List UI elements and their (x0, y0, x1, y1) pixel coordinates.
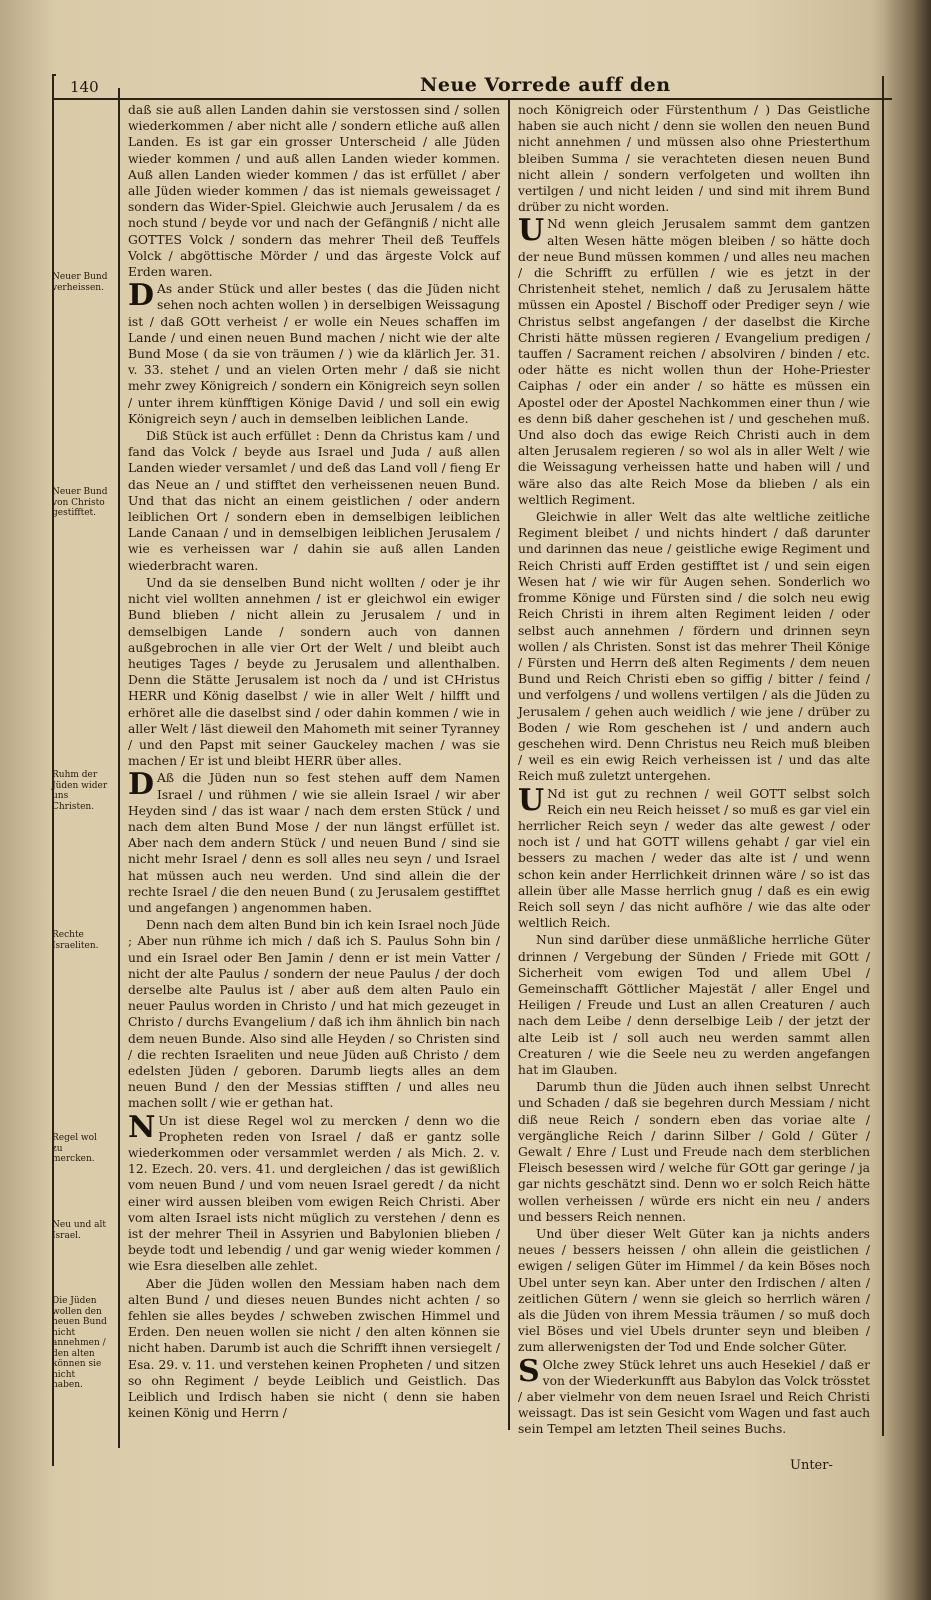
paragraph-text: Und da sie denselben Bund nicht wollten / oder je ihr nicht viel wollten annehmen / ist er gleichwol ein ewiger Bund blieben / nicht allein zu Jerusalem / und in demselbigen Lande / sondern auch von dannen außgebrochen in alle vier Ort der Welt / und bleibt auch heutiges Tages / beyde zu Jerusalem und allenthalben. Denn die Stätte Jerusalem ist noch da / und ist CHristus HERR und König daselbst / wie in aller Welt / hilfft und erhöret alle die daselbst sind / oder dahin kommen / wie in aller Welt / läst dieweil den Mahometh mit seiner Tyranney / und den Papst mit seiner Gauckeley machen / was sie machen / Er ist und bleibt HERR über alles. (128, 575, 500, 769)
paragraph-text: Nd wenn gleich Jerusalem sammt dem gantzen alten Wesen hätte mögen bleiben / so hätte doch der neue Bund müssen kommen / und alles neu machen / die Schrifft zu erfüllen / wie es jetzt in der Christenheit stehet, nemlich / daß zu Jerusalem hätte müssen ein Apostel / Bischoff oder Prediger seyn / wie Christus selbst angefangen / der daselbst die Kirche Christi hätte müssen regieren / Evangelium predigen / tauffen / Sacrament reichen / absolviren / binden / etc. oder hätte es nicht wollen thun der Hohe-Priester Caiphas / oder ein ander / so hätte es müssen ein Apostel oder der Apostel Nachkommen einer thun / wie es denn biß daher geschehen ist / und geschehen muß. Und also doch das ewige Reich Christi auch in dem alten Jerusalem regieren / so wol als in aller Welt / wie die Weissagung verheissen hatte und haben will / und wäre also das alte Reich Mose da blieben / als ein weltlich Regiment. (518, 217, 870, 507)
margin-note: Ruhm der Jüden wider uns Christen. (52, 770, 108, 812)
drop-cap: U (518, 782, 545, 818)
paragraph (128, 1109, 500, 1275)
paragraph (518, 932, 870, 1078)
column-divider-rule (508, 100, 510, 1430)
paragraph (518, 1226, 870, 1356)
catchword: Unter- (790, 1458, 833, 1473)
paragraph-text: Nun sind darüber diese unmäßliche herrliche Güter drinnen / Vergebung der Sünden / Friede mit GOtt / Sicherheit vom ewigen Tod und allem Ubel / Gemeinschafft Göttlicher Majestät / aller Engel und Heiligen / Freude und Lust an allen Creaturen / auch nach dem Leibe / denn derselbige Leib / der jetzt der alte Leib ist / soll auch neu werden sammt allen Creaturen / wie die Seele neu zu werden angefangen hat im Glauben. (518, 933, 870, 1077)
paragraph-text: Gleichwie in aller Welt das alte weltliche zeitliche Regiment bleibet / und nichts hindert / daß darunter und darinnen das neue / geistliche ewige Regiment und Reich Christi auff Erden gestifftet ist / und sein eigen Wesen hat / wie wir für Augen sehen. Sonderlich wo fromme Könige und Fürsten sind / die solch neu ewig Reich Christi in ihrem alten Regiment leiden / oder selbst auch annehmen / fördern und drinnen seyn wollen / als Christen. Sonst ist das mehrer Theil Könige / Fürsten und Herrn deß alten Regiments / dem neuen Bund und Reich Christi eben so giffig / bitter / feind / und verfolgens / und wollens vertilgen / als die Jüden zu Jerusalem / gehen auch weidlich / wie jene / drüber zu Boden / wie Rom geschehen ist / und andern auch geschehen wird. Denn Christus neu Reich muß bleiben / weil es ein ewig Reich verheissen ist / und das alte Reich muß zuletzt untergehen. (518, 510, 870, 784)
paragraph (518, 509, 870, 784)
margin-note: Neuer Bund verheissen. (52, 272, 108, 293)
paragraph (518, 782, 870, 932)
paragraph (128, 278, 500, 427)
paragraph (518, 1079, 870, 1225)
paragraph-text: As ander Stück und aller bestes ( das die Jüden nicht sehen noch achten wollen ) in derselbigen Weissagung ist / daß GOtt verheist / er wolle ein Neues schaffen im Lande / und einen neuen Bund machen / nicht wie der alte Bund Mose ( da sie von träumen / ) wie da klärlich Jer. 31. v. 33. stehet / und an vielen Orten mehr / daß sie nicht mehr zwey Königreich / sondern ein Königreich seyn sollen / unter ihrem künfftigen Könige David / und soll ein ewig Königreich seyn / auch in demselben leiblichen Lande. (128, 282, 500, 426)
running-title: Neue Vorrede auff den (420, 74, 671, 96)
margin-rule-inner (118, 88, 120, 1448)
paragraph-text: Olche zwey Stück lehret uns auch Hesekiel / daß er von der Wiederkunfft aus Babylon das Volck trösstet / aber vielmehr von dem neuen Israel und Reich Christi weissagt. Das ist sein Gesicht vom Wagen und fast auch sein Tempel am letzten Theil seines Buchs. (518, 1357, 870, 1437)
paragraph-text: Nd ist gut zu rechnen / weil GOTT selbst solch Reich ein neu Reich heisset / so muß es gar viel ein herrlicher Reich seyn / weder das alte gewest / oder noch ist / und hat GOTT willens gehabt / gar viel ein bessers zu machen / weder das alte ist / und wenn schon kein ander Herrlichkeit drinnen wäre / so ist das allein über alle Masse herrlich gnug / daß es ein ewig Reich soll seyn / das nicht aufhöre / wie das alte oder weltlich Reich. (518, 786, 870, 931)
paragraph-text: noch Königreich oder Fürstenthum / ) Das Geistliche haben sie auch nicht / denn sie wollen den neuen Bund nicht annehmen / und müssen also ohne Priesterthum bleiben Summa / sie verachteten diesen neuen Bund nicht allein / sondern verfolgeten und wollten ihn vertilgen / und nicht leiden / und sind mit ihrem Bund drüber zu nicht worden. (518, 103, 870, 215)
paragraph-text: daß sie auß allen Landen dahin sie verstossen sind / sollen wiederkommen / aber nicht alle / sondern etliche auß allen Landen. Es ist gar ein grosser Unterscheid / alle Jüden wieder kommen / und auß allen Landen wieder kommen. Auß allen Landen wieder kommen / das ist erfüllet / aber alle Jüden wieder kommen / das ist niemals geweissaget / sondern das Wider-Spiel. Gleichwie auch Jerusalem / da es noch stund / beyde vor und nach der Gefängniß / nicht alle GOTTES Volck / sondern das mehrer Theil deß Teuffels Volck / abgöttische Mörder / und das ärgeste Volck auf Erden waren. (128, 103, 500, 280)
paragraph-text: Darumb thun die Jüden auch ihnen selbst Unrecht und Schaden / daß sie begehren durch Messiam / nicht diß neue Reich / sondern eben das voriae alte / vergängliche Reich / darinn Silber / Gold / Güter / Gewalt / Ehre / Lust und Freude nach dem sterblichen Fleisch besessen wird / welche für GOtt gar geringe / ja gar nichts geschätzt sind. Denn wo er solch Reich hätte wollen verheissen / würde ers nicht ein neu / anders und bessers Reich nennen. (518, 1080, 870, 1224)
right-text-column (518, 102, 870, 1439)
drop-cap: D (128, 278, 155, 314)
paragraph (128, 917, 500, 1111)
drop-cap: N (128, 1109, 156, 1145)
margin-note: Neu und alt Israel. (52, 1220, 106, 1241)
right-border-rule (882, 76, 884, 1436)
margin-note: Die Jüden wollen den neuen Bund nicht annehmen / den alten können sie nicht haben. (52, 1296, 107, 1390)
drop-cap: S (518, 1353, 540, 1389)
paragraph (518, 102, 870, 215)
paragraph (128, 767, 500, 916)
paragraph-text: Aß die Jüden nun so fest stehen auff dem Namen Israel / und rühmen / wie sie allein Israel / wir aber Heyden sind / das ist waar / nach dem ersten Stück / und nach dem alten Bund Mose / der nun längst erfüllet ist. Aber nach dem andern Stück / und neuen Bund / sind sie nicht mehr Israel / denn es soll alles neu seyn / und Israel hat müssen auch neu werden. Und sind allein die der rechte Israel / die den neuen Bund ( zu Jerusalem gestifftet und angefangen ) angenommen haben. (128, 771, 500, 915)
paragraph-text: Und über dieser Welt Güter kan ja nichts anders neues / bessers heissen / ohn allein die geistlichen / ewigen / seligen Güter im Himmel / da kein Böses noch Ubel unter seyn kan. Aber unter den Irdischen / alten / zeitlichen Gütern / wenn sie gleich so herrlich wären / als die Jüden von ihrem Messia träumen / so muß doch viel Böses und viel Ubels drunter seyn und bleiben / zum allerwenigsten der Tod und Ende solcher Güter. (518, 1227, 870, 1355)
paragraph (518, 1353, 870, 1438)
header-rule (52, 98, 892, 100)
drop-cap: D (128, 767, 155, 803)
page-number: 140 (70, 78, 99, 96)
drop-cap: U (518, 213, 545, 249)
page-gutter-shadow (871, 0, 931, 1600)
paragraph (128, 428, 500, 574)
paragraph-text: Diß Stück ist auch erfüllet : Denn da Christus kam / und fand das Volck / beyde aus Israel und Juda / auß allen Landen wieder versamlet / und deß das Land voll / fieng Er das Neue an / und stifftet den verheissenen neuen Bund. Und that das nicht an einem geistlichen / oder andern leiblichen Ort / sondern eben in demselbigen leiblichen Lande Canaan / und in demselbigen leiblichen Jerusalem / wie es verheissen war / dahin sie auß allen Landen wiederbracht waren. (128, 429, 500, 573)
margin-note: Neuer Bund von Christo gestifftet. (52, 487, 108, 518)
paragraph-text: Aber die Jüden wollen den Messiam haben nach dem alten Bund / und dieses neuen Bundes nicht achten / so fehlen sie alles beydes / schweben zwischen Himmel und Erden. Den neuen wollen sie nicht / den alten können sie nicht haben. Darumb ist auch die Schrifft ihnen versiegelt / Esa. 29. v. 11. und verstehen keinen Propheten / und sitzen so ohn Regiment / beyde Leiblich und Geistlich. Das Leiblich und Irdisch haben sie nicht ( denn sie haben keinen König und Herrn / (128, 1276, 500, 1421)
paragraph-text: Denn nach dem alten Bund bin ich kein Israel noch Jüde ; Aber nun rühme ich mich / daß ich S. Paulus Sohn bin / und ein Israel oder Ben Jamin / denn er ist mein Vatter / nicht der alte Paulus / sondern der neue Paulus / der doch derselbe alte Paulus ist / aber auß dem alten Paulo ein neuer Paulus worden in Christo / und hat mich gezeuget in Christo / durchs Evangelium / daß ich ihm ähnlich bin nach dem neuen Bunde. Also sind alle Heyden / so Christen sind / die rechten Israeliten und neue Jüden auß Christo / dem edelsten Jüden / geboren. Darumb liegts alles an dem neuen Bund / den der Messias stifften / und alles neu machen sollt / wie er gethan hat. (128, 918, 500, 1111)
paragraph-text: Un ist diese Regel wol zu mercken / denn wo die Propheten reden von Israel / daß er gantz solle wiederkommen oder versammlet werden / als Mich. 2. v. 12. Ezech. 20. vers. 41. und dergleichen / das ist gewißlich vom neuen Bund / und vom neuen Israel geredt / da nicht einer wird aussen bleiben vom ewigen Reich Christi. Aber vom alten Israel ists nicht müglich zu verstehen / denn es ist der mehrer Theil in Assyrien und Babylonien blieben / beyde todt und lebendig / und gar wenig wieder kommen / wie Esra dieselben alle zehlet. (128, 1113, 500, 1274)
paragraph (128, 575, 500, 769)
margin-note: Rechte Israeliten. (52, 930, 99, 951)
margin-note: Regel wol zu mercken. (52, 1133, 97, 1164)
left-text-column (128, 102, 500, 1422)
paragraph (128, 1276, 500, 1422)
paragraph (128, 102, 500, 280)
paragraph (518, 213, 870, 508)
